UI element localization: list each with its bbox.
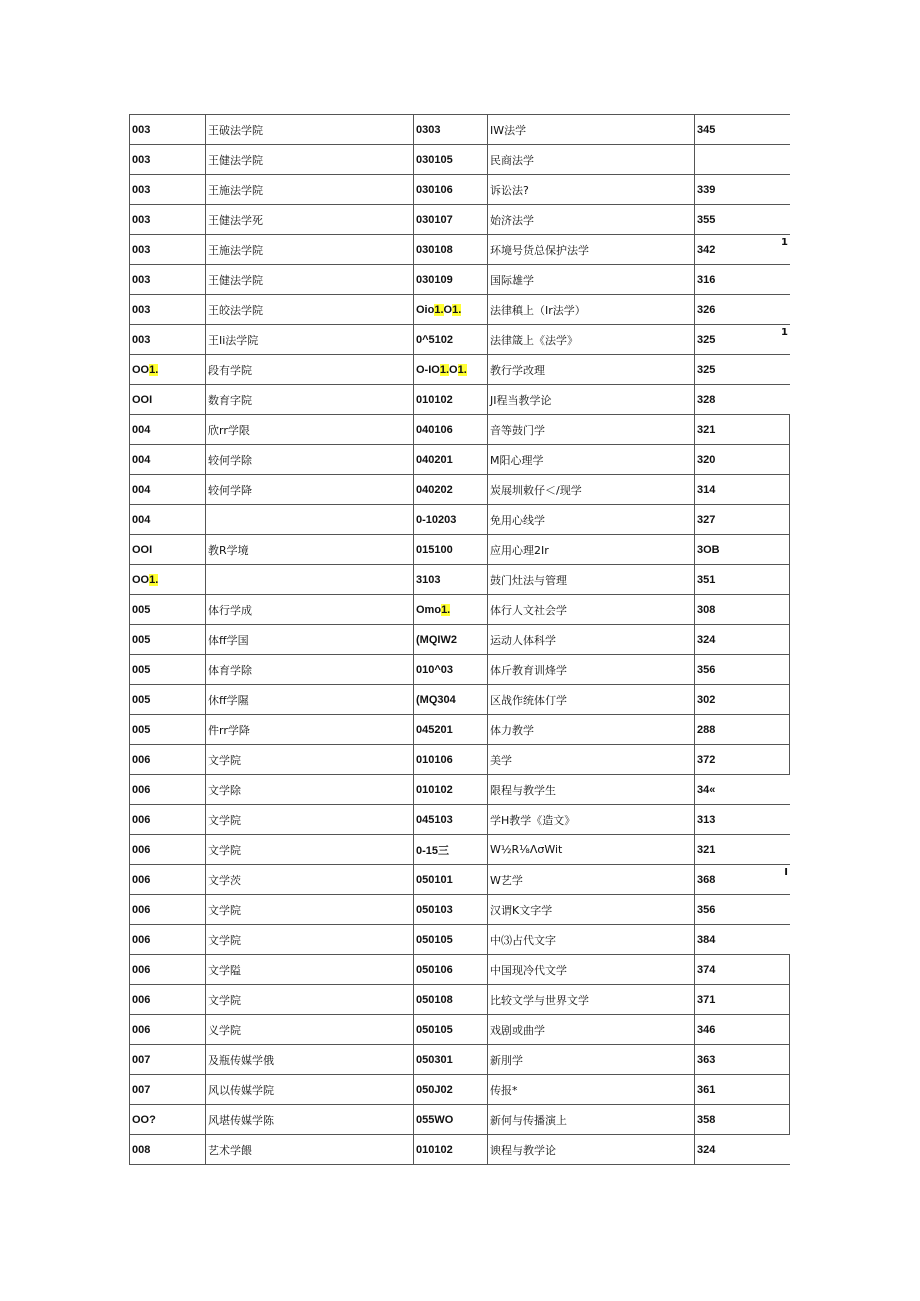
cell-c5: 3OB <box>695 535 790 564</box>
cell-c5: 325 <box>697 363 716 376</box>
cell-c3: 040202 <box>414 475 488 504</box>
table-row <box>130 595 790 625</box>
cell-c2 <box>206 505 414 534</box>
cell-c5: 288 <box>695 715 790 744</box>
cell-c1: 006 <box>130 955 206 984</box>
cell-c2: 体行学成 <box>206 595 414 624</box>
cell-c4: 体斤教育训烽学 <box>488 655 695 684</box>
table-row <box>130 505 790 535</box>
cell-c1: 005 <box>130 685 206 714</box>
cell-c1: 003 <box>130 115 206 144</box>
cell-c4: IW法学 <box>488 115 695 144</box>
admissions-score-table <box>129 114 790 1165</box>
cell-c2: 文学院 <box>206 835 414 864</box>
cell-c2: 教R学境 <box>206 535 414 564</box>
cell-c3: 050106 <box>414 955 488 984</box>
cell-c3: 050301 <box>414 1045 488 1074</box>
cell-c5: 308 <box>695 595 790 624</box>
cell-c5: 326 <box>697 303 716 316</box>
cell-c3: 050103 <box>414 895 488 924</box>
table-row <box>130 175 790 205</box>
table-row <box>130 355 790 385</box>
cell-c1: 005 <box>130 625 206 654</box>
cell-c4: 运动人体科学 <box>488 625 695 654</box>
table-row <box>130 775 790 805</box>
cell-c2: 王健法学院 <box>206 265 414 294</box>
cell-c5: 351 <box>695 565 790 594</box>
cell-c2: 体ff学国 <box>206 625 414 654</box>
cell-c5: 358 <box>695 1105 790 1134</box>
cell-c2: 休ff学隰 <box>206 685 414 714</box>
cell-c4: 法律稹上（Ir法学） <box>488 295 695 324</box>
cell-c3: 050J02 <box>414 1075 488 1104</box>
highlight-mark: 1. <box>149 363 159 376</box>
cell-c1: 006 <box>130 895 206 924</box>
cell-c4: 应用心理2Ir <box>488 535 695 564</box>
cell-c4: 谀程与教学论 <box>488 1135 695 1164</box>
cell-c4: JI程当教学论 <box>488 385 695 414</box>
table-row <box>130 1135 790 1165</box>
cell-c2 <box>206 565 414 594</box>
cell-c1: OOI <box>130 535 206 564</box>
table-row <box>130 235 790 265</box>
cell-c5: 361 <box>695 1075 790 1104</box>
cell-c4: 法律箴上《法学》 <box>488 325 695 354</box>
cell-c2: 文学院 <box>206 895 414 924</box>
cell-c5: 313 <box>697 813 716 826</box>
cell-c5: 355 <box>697 213 716 226</box>
cell-c5: 325 <box>697 333 716 346</box>
cell-c2: 王施法学院 <box>206 235 414 264</box>
highlight-mark: 1. <box>149 573 159 586</box>
row-marker: 1 <box>781 327 788 338</box>
cell-c1: 004 <box>130 445 206 474</box>
cell-c3: 055WO <box>414 1105 488 1134</box>
cell-c4: 学H教学《造文》 <box>488 805 695 834</box>
cell-c3: 030108 <box>414 235 488 264</box>
cell-c4: 新何与传播演上 <box>488 1105 695 1134</box>
cell-c4: 鼓门灶法与管理 <box>488 565 695 594</box>
cell-c2: 艺术学餵 <box>206 1135 414 1164</box>
table-row <box>130 745 790 775</box>
cell-c2: 文学院 <box>206 805 414 834</box>
table-row <box>130 535 790 565</box>
highlight-mark: 1. <box>457 363 467 376</box>
cell-c3: 010102 <box>414 1135 488 1164</box>
cell-c4: 中⑶占代文字 <box>488 925 695 954</box>
table-row <box>130 445 790 475</box>
cell-c3: 030106 <box>414 175 488 204</box>
cell-c5: 345 <box>697 123 716 136</box>
cell-c5: 346 <box>695 1015 790 1044</box>
table-row <box>130 625 790 655</box>
cell-c1: 004 <box>130 475 206 504</box>
table-row <box>130 385 790 415</box>
cell-c5: 314 <box>695 475 790 504</box>
cell-c5: 371 <box>695 985 790 1014</box>
cell-c1: 003 <box>130 265 206 294</box>
cell-c2: 文学茨 <box>206 865 414 894</box>
row-marker: 1 <box>781 237 788 248</box>
cell-c1: 004 <box>130 415 206 444</box>
cell-c2: 文学院 <box>206 985 414 1014</box>
cell-c1: OO? <box>130 1105 206 1134</box>
cell-c3: 010102 <box>414 775 488 804</box>
cell-c5: 302 <box>695 685 790 714</box>
cell-c2: 文学隘 <box>206 955 414 984</box>
table-row <box>130 895 790 925</box>
cell-c1: 006 <box>130 775 206 804</box>
table-row <box>130 325 790 355</box>
cell-c5: 34« <box>697 783 716 796</box>
cell-c3: 045201 <box>414 715 488 744</box>
cell-c3: 045103 <box>414 805 488 834</box>
cell-c3: 015100 <box>414 535 488 564</box>
cell-c1: 003 <box>130 175 206 204</box>
cell-c3: 0-15三 <box>414 835 488 864</box>
cell-c1: 003 <box>130 295 206 324</box>
cell-c4: W艺学 <box>488 865 695 894</box>
cell-c4: 传报* <box>488 1075 695 1104</box>
cell-c5: 316 <box>697 273 716 286</box>
cell-c3: 0-10203 <box>414 505 488 534</box>
cell-c1: OO 1. <box>130 565 206 594</box>
cell-c2: 王皎法学院 <box>206 295 414 324</box>
cell-c3: 010106 <box>414 745 488 774</box>
table-row <box>130 145 790 175</box>
cell-c2: 件rr学降 <box>206 715 414 744</box>
cell-c2: 文学除 <box>206 775 414 804</box>
cell-c2: 风堪传媒学陈 <box>206 1105 414 1134</box>
cell-c2: 较何学降 <box>206 475 414 504</box>
row-marker: I <box>784 867 788 878</box>
cell-c3: Omo 1. <box>414 595 488 624</box>
table-row <box>130 805 790 835</box>
cell-c5: 321 <box>697 843 716 856</box>
cell-c4: 比较文学与世界文学 <box>488 985 695 1014</box>
cell-c3: O-IO 1. O 1. <box>414 355 488 384</box>
cell-c1: 006 <box>130 925 206 954</box>
cell-c1: 006 <box>130 805 206 834</box>
cell-c4: 中国现冷代文学 <box>488 955 695 984</box>
cell-c2: 较何学除 <box>206 445 414 474</box>
cell-c3: 030107 <box>414 205 488 234</box>
cell-c1: 004 <box>130 505 206 534</box>
cell-c3: (MQIW2 <box>414 625 488 654</box>
cell-c4: 音等鼓门学 <box>488 415 695 444</box>
cell-c4: 限程与教学生 <box>488 775 695 804</box>
cell-c4: 体行人文社会学 <box>488 595 695 624</box>
cell-c1: 006 <box>130 865 206 894</box>
cell-c1: 005 <box>130 595 206 624</box>
table-row <box>130 1105 790 1135</box>
cell-c5: 384 <box>697 933 716 946</box>
cell-c5: 321 <box>695 415 790 444</box>
cell-c3: 040201 <box>414 445 488 474</box>
table-row <box>130 565 790 595</box>
cell-c4: 国际雄学 <box>488 265 695 294</box>
cell-c3: Oio 1. O 1. <box>414 295 488 324</box>
cell-c5 <box>695 145 790 174</box>
cell-c5: 324 <box>695 625 790 654</box>
cell-c4: 诉讼法? <box>488 175 695 204</box>
cell-c2: 王破法学院 <box>206 115 414 144</box>
table-row <box>130 415 790 445</box>
cell-c1: 007 <box>130 1045 206 1074</box>
cell-c3: 3103 <box>414 565 488 594</box>
cell-c2: 数育字院 <box>206 385 414 414</box>
table-row <box>130 295 790 325</box>
cell-c4: 区战作统体仃学 <box>488 685 695 714</box>
cell-c3: 030109 <box>414 265 488 294</box>
cell-c5: 320 <box>695 445 790 474</box>
cell-c5: 368 <box>697 873 716 886</box>
cell-c1: 006 <box>130 985 206 1014</box>
cell-c1: 003 <box>130 235 206 264</box>
cell-c2: 王健法学院 <box>206 145 414 174</box>
cell-c2: 风以传媒学院 <box>206 1075 414 1104</box>
cell-c4: 炭展圳敕仔＜/现学 <box>488 475 695 504</box>
table-row <box>130 205 790 235</box>
highlight-mark: 1. <box>452 303 462 316</box>
cell-c5: 356 <box>695 655 790 684</box>
cell-c3: 0^5102 <box>414 325 488 354</box>
highlight-mark: 1. <box>434 303 444 316</box>
table-row <box>130 865 790 895</box>
cell-c1: 003 <box>130 325 206 354</box>
cell-c4: 免用心线学 <box>488 505 695 534</box>
cell-c3: 030105 <box>414 145 488 174</box>
cell-c3: 050108 <box>414 985 488 1014</box>
cell-c1: 007 <box>130 1075 206 1104</box>
cell-c5: 374 <box>695 955 790 984</box>
cell-c3: 050105 <box>414 925 488 954</box>
table-row <box>130 715 790 745</box>
cell-c4: 新刖学 <box>488 1045 695 1074</box>
cell-c2: 段有学院 <box>206 355 414 384</box>
cell-c5: 339 <box>697 183 716 196</box>
table-row <box>130 655 790 685</box>
cell-c1: 005 <box>130 715 206 744</box>
cell-c1: 003 <box>130 205 206 234</box>
table-row <box>130 115 790 145</box>
cell-c4: M阳心理学 <box>488 445 695 474</box>
cell-c1: 006 <box>130 835 206 864</box>
cell-c4: 民商法学 <box>488 145 695 174</box>
cell-c1: 006 <box>130 745 206 774</box>
cell-c5: 327 <box>695 505 790 534</box>
cell-c1: 006 <box>130 1015 206 1044</box>
cell-c3: 0303 <box>414 115 488 144</box>
cell-c1: 008 <box>130 1135 206 1164</box>
cell-c2: 体育学除 <box>206 655 414 684</box>
cell-c3: (MQ304 <box>414 685 488 714</box>
table-row <box>130 1075 790 1105</box>
cell-c4: 环境号货总保护法学 <box>488 235 695 264</box>
cell-c1: OO 1. <box>130 355 206 384</box>
cell-c2: 及瓶传媒学俄 <box>206 1045 414 1074</box>
cell-c3: 010102 <box>414 385 488 414</box>
cell-c2: 王施法学院 <box>206 175 414 204</box>
cell-c2: 王健法学死 <box>206 205 414 234</box>
cell-c5: 356 <box>697 903 716 916</box>
cell-c5: 324 <box>697 1143 716 1156</box>
table-row <box>130 685 790 715</box>
cell-c4: W½R⅛ΛσWit <box>488 835 695 864</box>
cell-c3: 050105 <box>414 1015 488 1044</box>
table-row <box>130 1045 790 1075</box>
cell-c1: OOI <box>130 385 206 414</box>
table-row <box>130 475 790 505</box>
cell-c2: 文学院 <box>206 745 414 774</box>
table-row <box>130 955 790 985</box>
cell-c5: 342 <box>697 243 716 256</box>
cell-c2: 义学院 <box>206 1015 414 1044</box>
table-row <box>130 925 790 955</box>
cell-c1: 003 <box>130 145 206 174</box>
cell-c4: 体力教学 <box>488 715 695 744</box>
cell-c3: 050101 <box>414 865 488 894</box>
cell-c4: 戏剧或曲学 <box>488 1015 695 1044</box>
cell-c2: 文学院 <box>206 925 414 954</box>
cell-c5: 372 <box>695 745 790 774</box>
highlight-mark: 1. <box>439 363 450 376</box>
cell-c2: 欣rr学限 <box>206 415 414 444</box>
table-row <box>130 835 790 865</box>
cell-c3: 010^03 <box>414 655 488 684</box>
cell-c5: 363 <box>695 1045 790 1074</box>
cell-c4: 美学 <box>488 745 695 774</box>
highlight-mark: 1. <box>441 603 451 616</box>
table-row <box>130 1015 790 1045</box>
cell-c5: 328 <box>697 393 716 406</box>
cell-c4: 始济法学 <box>488 205 695 234</box>
cell-c4: 教行学改理 <box>488 355 695 384</box>
cell-c2: 王Ii法学院 <box>206 325 414 354</box>
cell-c3: 040106 <box>414 415 488 444</box>
table-row <box>130 985 790 1015</box>
table-row <box>130 265 790 295</box>
cell-c4: 汉谓K文字学 <box>488 895 695 924</box>
cell-c1: 005 <box>130 655 206 684</box>
